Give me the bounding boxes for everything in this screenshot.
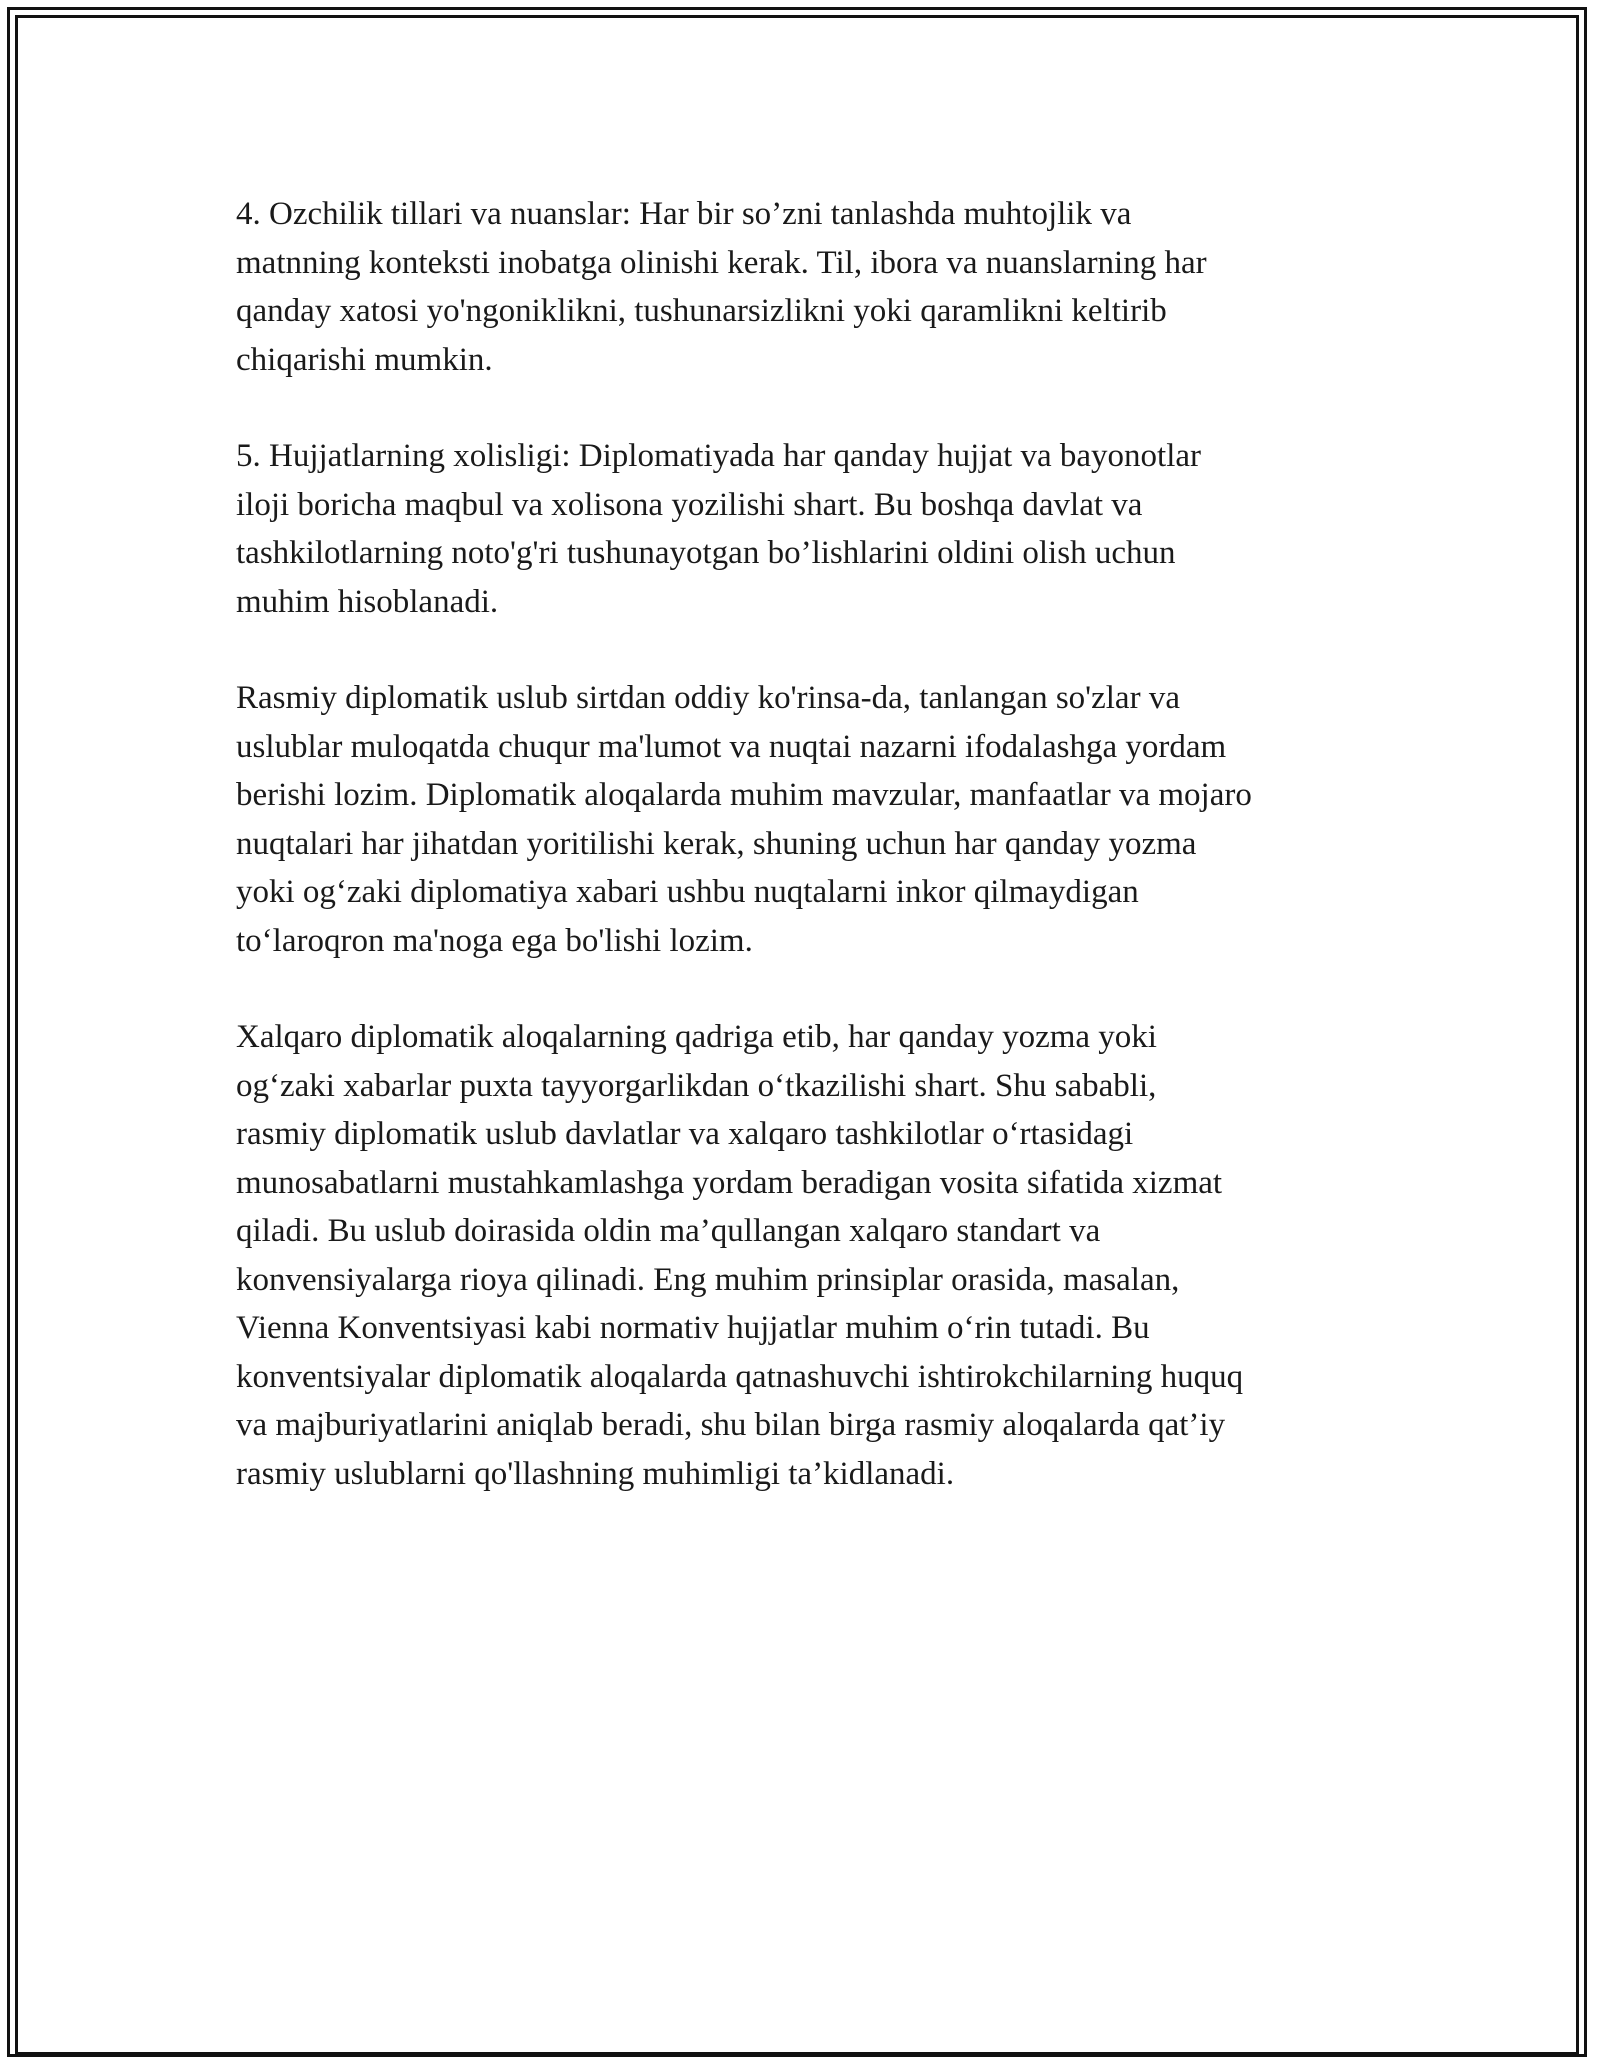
- paragraph-official-style: Rasmiy diplomatik uslub sirtdan oddiy ko'rinsa-da, tanlangan so'zlar va uslublar muloqatda chuqur ma'lumot va nuqtai nazarni ifodalashga yordam berishi lozim. Diplomatik aloqalarda muhim mavzular, manfaatlar va mojaro nuqtalari har jihatdan yoritilishi kerak, shuning uchun har qanday yozma yoki og‘zaki diplomatiya xabari ushbu nuqtalarni inkor qilmaydigan to‘laroqron ma'noga ega bo'lishi lozim.: [236, 680, 1252, 959]
- paragraph-international-relations: Xalqaro diplomatik aloqalarning qadriga etib, har qanday yozma yoki og‘zaki xabarlar puxta tayyorgarlikdan o‘tkazilishi shart. Shu sababli, rasmiy diplomatik uslub davlatlar va xalqaro tashkilotlar o‘rtasidagi munosabatlarni mustahkamlashga yordam beradigan vosita sifatida xizmat qiladi. Bu uslub doirasida oldin ma’qullangan xalqaro standart va konvensiyalarga rioya qilinadi. Eng muhim prinsiplar orasida, masalan, Vienna Konventsiyasi kabi normativ hujjatlar muhim o‘rin tutadi. Bu konventsiyalar diplomatik aloqalarda qatnashuvchi ishtirokchilarning huquq va majburiyatlarini aniqlab beradi, shu bilan birga rasmiy aloqalarda qat’iy rasmiy uslublarni qo'llashning muhimligi ta’kidlanadi.: [236, 1019, 1244, 1492]
- document-body: [236, 190, 1376, 1546]
- paragraph-document-objectivity: 5. Hujjatlarning xolisligi: Diplomatiyada har qanday hujjat va bayonotlar iloji boricha maqbul va xolisona yozilishi shart. Bu boshqa davlat va tashkilotlarning noto'g'ri tushunayotgan bo’lishlarini oldini olish uchun muhim hisoblanadi.: [236, 438, 1202, 620]
- paragraph-minority-languages: 4. Ozchilik tillari va nuanslar: Har bir so’zni tanlashda muhtojlik va matnning konteksti inobatga olinishi kerak. Til, ibora va nuanslarning har qanday xatosi yo'ngoniklikni, tushunarsizlikni yoki qaramlikni keltirib chiqarishi mumkin.: [236, 196, 1207, 378]
